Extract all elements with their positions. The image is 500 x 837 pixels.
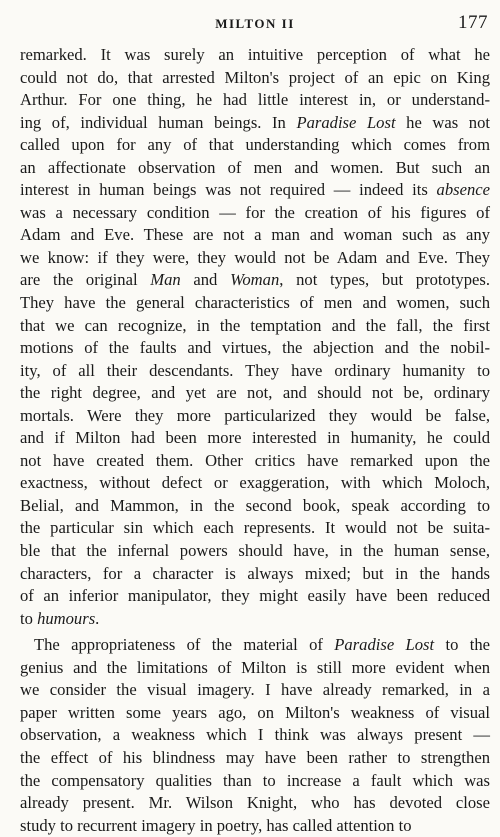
text-line: motions of the faults and virtues, the abjection and the nobil- bbox=[20, 338, 490, 358]
text-line: we consider the visual imagery. I have already remarked, in a bbox=[20, 680, 490, 700]
text-line: already present. Mr. Wilson Knight, who has devoted close bbox=[20, 793, 490, 813]
text-segment: , not types, but prototypes. bbox=[279, 270, 490, 290]
text-segment: he was not bbox=[395, 112, 490, 132]
text-line: genius and the limitations of Milton is still more evident when bbox=[20, 657, 490, 677]
italic-text: absence bbox=[436, 180, 490, 200]
text-segment: ing of, individual human beings. In bbox=[20, 112, 297, 132]
text-line bbox=[20, 179, 490, 202]
paragraph-1 bbox=[20, 44, 490, 630]
text-line: paper written some years ago, on Milton's weakness of visual bbox=[20, 702, 490, 722]
body-text bbox=[20, 44, 490, 837]
text-line: and if Milton had been more interested in humanity, he could bbox=[20, 428, 490, 448]
text-line: remarked. It was surely an intuitive perception of what he bbox=[20, 45, 490, 64]
text-line: They have the general characteristics of men and women, such bbox=[20, 293, 490, 313]
text-line bbox=[20, 269, 490, 292]
italic-text: Paradise Lost bbox=[334, 635, 435, 655]
text-segment: interest in human beings was not required — indeed its bbox=[20, 180, 437, 200]
text-line: we know: if they were, they would not be Adam and Eve. They bbox=[20, 247, 490, 267]
italic-text: Woman bbox=[230, 270, 280, 290]
text-line: not have created them. Other critics have remarked upon the bbox=[20, 450, 490, 470]
text-line: an affectionate observation of men and women. But such an bbox=[20, 157, 490, 177]
text-segment: and bbox=[180, 270, 231, 290]
text-line: observation, a weakness which I think was always present — bbox=[20, 725, 490, 745]
text-segment: to the bbox=[434, 635, 490, 655]
page-number: 177 bbox=[458, 12, 488, 33]
text-line: ble that the infernal powers should have, in the human sense, bbox=[20, 541, 490, 561]
text-line: characters, for a character is always mixed; but in the hands bbox=[20, 563, 490, 583]
text-line: the compensatory qualities than to increase a fault which was bbox=[20, 770, 490, 790]
italic-text: Paradise Lost bbox=[296, 112, 396, 132]
paragraph-2 bbox=[20, 634, 490, 837]
text-line: that we can recognize, in the temptation and the fall, the first bbox=[20, 315, 490, 335]
text-line: of an inferior manipulator, they might easily have been reduced bbox=[20, 586, 490, 606]
text-line: Adam and Eve. These are not a man and woman such as any bbox=[20, 225, 490, 245]
text-line bbox=[20, 608, 490, 631]
text-line: ity, of all their descendants. They have ordinary humanity to bbox=[20, 360, 490, 380]
text-line bbox=[20, 112, 490, 135]
text-segment: are the original bbox=[20, 270, 151, 290]
text-segment: to bbox=[20, 608, 38, 628]
running-head-title: MILTON II bbox=[215, 16, 295, 31]
text-line: the particular sin which each represents. It would not be suita- bbox=[20, 518, 490, 538]
text-line: could not do, that arrested Milton's project of an epic on King bbox=[20, 67, 490, 87]
text-line: study to recurrent imagery in poetry, has called attention to bbox=[20, 815, 412, 835]
text-line bbox=[20, 634, 490, 657]
text-line: exactness, without defect or exaggeration, with which Moloch, bbox=[20, 473, 490, 493]
text-segment: . bbox=[95, 608, 100, 628]
text-segment: The appropriateness of the material of bbox=[34, 635, 335, 655]
text-line: the right degree, and yet are not, and should not be, ordinary bbox=[20, 383, 490, 403]
book-page bbox=[20, 0, 490, 835]
text-line: Belial, and Mammon, in the second book, speak according to bbox=[20, 495, 490, 515]
italic-text: humours bbox=[37, 608, 96, 628]
text-line: called upon for any of that understanding which comes from bbox=[20, 135, 490, 155]
italic-text: Man bbox=[150, 270, 181, 290]
running-head bbox=[20, 0, 490, 40]
text-line: Arthur. For one thing, he had little interest in, or understand- bbox=[20, 90, 490, 110]
text-line: the effect of his blindness may have been rather to strengthen bbox=[20, 747, 490, 767]
text-line: mortals. Were they more particularized they would be false, bbox=[20, 405, 490, 425]
text-line: was a necessary condition — for the creation of his figures of bbox=[20, 202, 490, 222]
